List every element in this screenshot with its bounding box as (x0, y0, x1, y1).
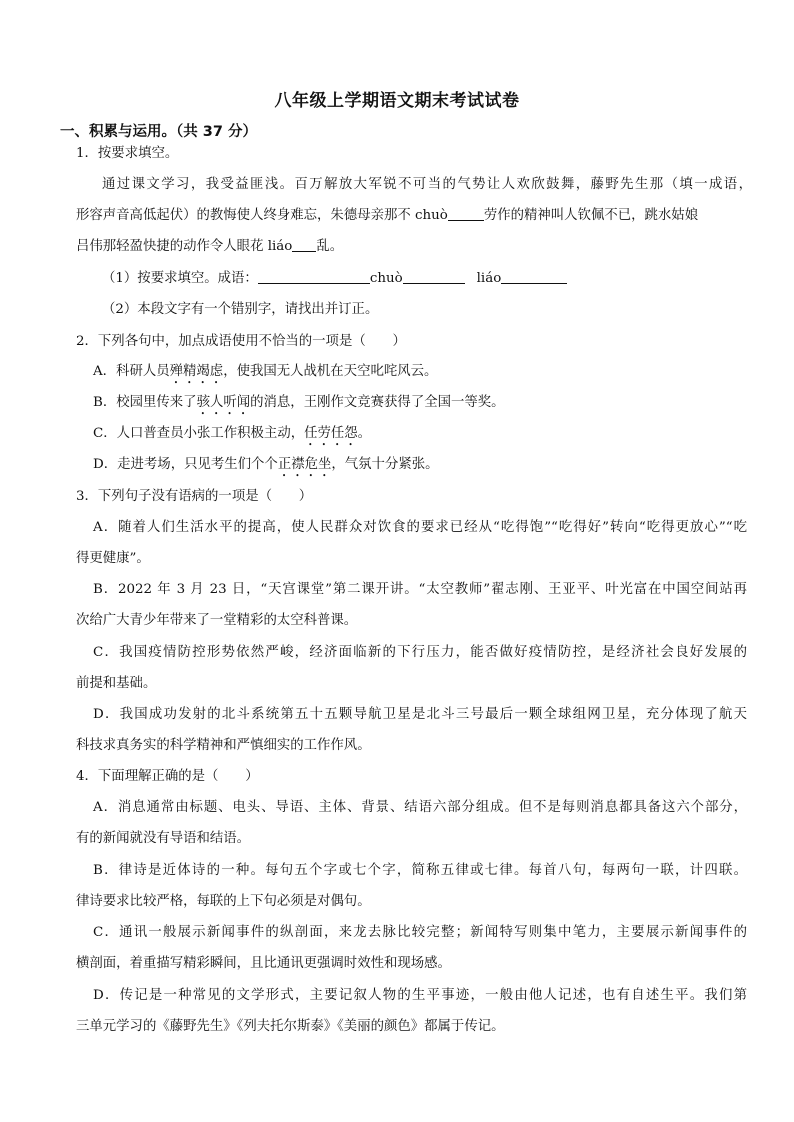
dotted-idiom: 正襟危坐 (277, 457, 332, 472)
q4-option-d-line-2: 三单元学习的《藤野先生》《列夫托尔斯泰》《美丽的颜色》都属于传记。 (76, 1019, 505, 1034)
dotted-idiom: 任劳任怨 (304, 426, 358, 441)
q2-option-c (93, 425, 371, 449)
q3-option-c-line-2: 前提和基础。 (76, 676, 157, 691)
option-text: C．人口普查员小张工作积极主动， (93, 426, 305, 441)
q3-option-a-line-2: 得更健康”。 (76, 551, 150, 566)
q4-option-b-line-1: B．律诗是近体诗的一种。每句五个字或七个字，简称五律或七律。每首八句，每两句一联，计四联。 (93, 863, 747, 878)
q2-stem: 2．下列各句中，加点成语使用不恰当的一项是（ ） (76, 334, 406, 349)
q3-option-b-line-2: 次给广大青少年带来了一堂精彩的太空科普课。 (76, 613, 358, 628)
q4-stem: 4．下面理解正确的是（ ） (76, 769, 259, 784)
pinyin-liao: liáo (476, 271, 502, 286)
idiom-answer-blank[interactable] (258, 270, 370, 284)
q3-option-d-line-2: 科技求真务实的科学精神和严慎细实的工作作风。 (76, 738, 371, 753)
q1-passage-text: 形容声音高低起伏）的教悔使人终身难忘，朱德母亲那不 chuò (76, 208, 448, 223)
dotted-idiom: 殚精竭虑 (169, 364, 224, 379)
section-heading: 一、积累与运用。（共 37 分） (60, 124, 258, 140)
q4-option-a-line-1: A．消息通常由标题、电头、导语、主体、背景、结语六部分组成。但不是每则消息都具备这六个部分， (93, 800, 747, 815)
pinyin-chuo: chuò (369, 271, 403, 286)
option-text: A．科研人员 (93, 364, 170, 379)
q1-passage-line-3 (76, 238, 343, 256)
option-text: ，使我国无人战机在天空叱咤风云。 (223, 364, 438, 379)
q4-option-b-line-2: 律诗要求比较严格，每联的上下句必须是对偶句。 (76, 894, 371, 909)
q1-passage-line-2 (76, 207, 698, 225)
answer-blank[interactable] (292, 238, 316, 252)
exam-title: 八年级上学期语文期末考试试卷 (274, 91, 520, 111)
chuo-answer-blank[interactable] (403, 270, 465, 284)
q4-option-a-line-2: 有的新闻就没有导语和结语。 (76, 831, 251, 846)
option-text: B．校园里传来了 (93, 395, 197, 410)
option-text: 的消息，王刚作文竞赛获得了全国一等奖。 (250, 395, 505, 410)
q2-option-d (93, 456, 439, 480)
q3-option-c-line-1: C．我国疫情防控形势依然严峻，经济面临新的下行压力，能否做好疫情防控，是经济社会良好发展的 (93, 645, 747, 660)
q2-option-a (93, 363, 437, 387)
q1-passage-text: 劳作的精神叫人钦佩不已，跳水姑娘 (483, 208, 699, 223)
option-text: 。 (357, 426, 372, 441)
q3-stem: 3．下列句子没有语病的一项是（ ） (76, 489, 313, 504)
q1-stem: 1．按要求填空。 (76, 146, 179, 161)
q1-sub-question-2: （2）本段文字有一个错别字，请找出并订正。 (102, 302, 379, 317)
q1-passage-line-1: 通过课文学习，我受益匪浅。百万解放大军锐不可当的气势让人欢欣鼓舞，藤野先生那（填一成语， (102, 177, 752, 192)
q1-passage-text: 吕伟那轻盈快捷的动作令人眼花 liáo (76, 239, 293, 254)
q3-option-d-line-1: D．我国成功发射的北斗系统第五十五颗导航卫星是北斗三号最后一颗全球组网卫星，充分体现了航天 (93, 707, 747, 722)
option-text: ，气氛十分紧张。 (331, 457, 439, 472)
q1-sub1-label: （1）按要求填空。成语： (102, 271, 258, 286)
option-text: D．走进考场，只见考生们个个 (93, 457, 278, 472)
q4-option-c-line-2: 横剖面，着重描写精彩瞬间，且比通讯更强调时效性和现场感。 (76, 956, 451, 971)
q4-option-c-line-1: C．通讯一般展示新闻事件的纵剖面，来龙去脉比较完整；新闻特写则集中笔力，主要展示新闻事件的 (93, 925, 747, 940)
q1-passage-text: 乱。 (316, 239, 344, 254)
q4-option-d-line-1: D．传记是一种常见的文学形式，主要记叙人物的生平事迹，一般由他人记述，也有自述生平。我们第 (93, 988, 747, 1003)
q3-option-b-line-1: B．2022 年 3 月 23 日，“天宫课堂”第二课开讲。“太空教师”翟志刚、王亚平、叶光富在中国空间站再 (93, 582, 747, 597)
q1-sub-question-1 (102, 270, 567, 288)
answer-blank[interactable] (448, 207, 484, 221)
q3-option-a-line-1: A．随着人们生活水平的提高，使人民群众对饮食的要求已经从“吃得饱”“吃得好”转向“吃得更放心”“吃 (93, 520, 747, 535)
dotted-idiom: 骇人听闻 (196, 395, 251, 410)
liao-answer-blank[interactable] (501, 270, 567, 284)
q2-option-b (93, 394, 505, 418)
